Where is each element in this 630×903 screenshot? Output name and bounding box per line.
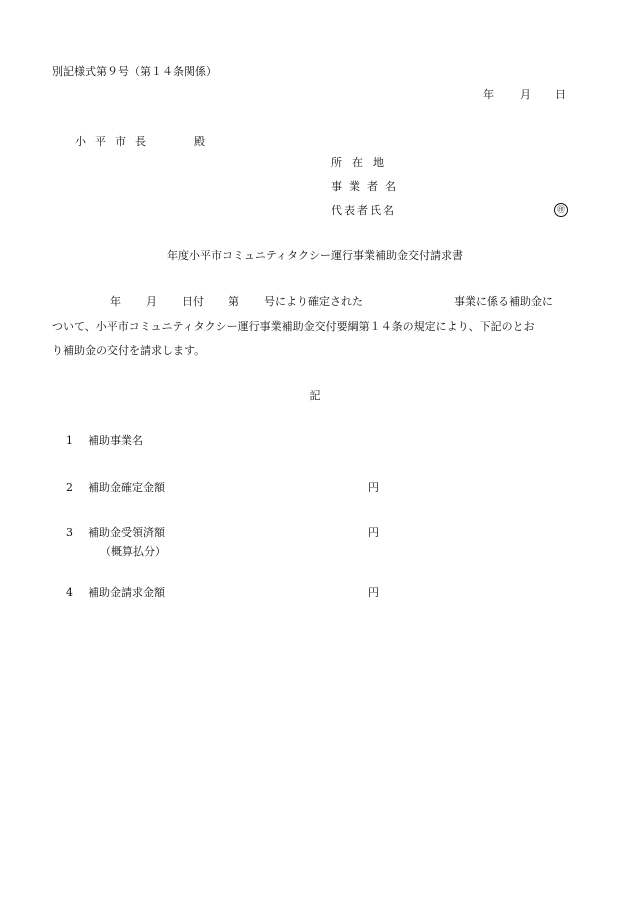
body-month-label: 月 bbox=[146, 295, 157, 308]
body-date-suffix: 日付 bbox=[182, 295, 204, 308]
body-line1-tail: 事業に係る補助金に bbox=[454, 295, 553, 308]
seal-mark: ㊞ bbox=[554, 203, 568, 217]
item-label-received-amount: 補助金受領済額 bbox=[88, 526, 165, 539]
body-year-label: 年 bbox=[110, 295, 121, 308]
address-label: 所在地 bbox=[331, 156, 394, 169]
item-number: 2 bbox=[66, 481, 73, 494]
item-label-confirmed-amount: 補助金確定金額 bbox=[88, 481, 165, 494]
date-year-label: 年 bbox=[483, 88, 494, 101]
date-month-label: 月 bbox=[520, 88, 531, 101]
item-sublabel-advance-payment: （概算払分） bbox=[100, 545, 166, 558]
item-label-project-name: 補助事業名 bbox=[88, 434, 143, 447]
body-number-prefix: 第 bbox=[228, 295, 239, 308]
representative-label: 代表者氏名 bbox=[331, 204, 396, 217]
item-number: 4 bbox=[66, 586, 73, 599]
document-title: 年度小平市コミュニティタクシー運行事業補助金交付請求書 bbox=[167, 249, 463, 262]
body-confirmed-text: 号により確定された bbox=[264, 295, 363, 308]
business-name-label: 事業者名 bbox=[331, 180, 403, 193]
ki-heading: 記 bbox=[309, 389, 321, 402]
form-label: 別記様式第９号（第１４条関係） bbox=[52, 65, 217, 78]
item-number: 1 bbox=[66, 434, 73, 447]
item-unit-yen: 円 bbox=[368, 526, 379, 539]
item-number: 3 bbox=[66, 526, 73, 539]
item-unit-yen: 円 bbox=[368, 586, 379, 599]
item-label-requested-amount: 補助金請求金額 bbox=[88, 586, 165, 599]
date-day-label: 日 bbox=[555, 88, 566, 101]
item-unit-yen: 円 bbox=[368, 481, 379, 494]
body-line3: り補助金の交付を請求します。 bbox=[52, 344, 206, 357]
addressee-honorific: 殿 bbox=[194, 135, 205, 148]
body-line2: ついて、小平市コミュニティタクシー運行事業補助金交付要綱第１４条の規定により、下記のとお bbox=[52, 320, 535, 333]
addressee-name: 小平市長 bbox=[75, 135, 155, 148]
